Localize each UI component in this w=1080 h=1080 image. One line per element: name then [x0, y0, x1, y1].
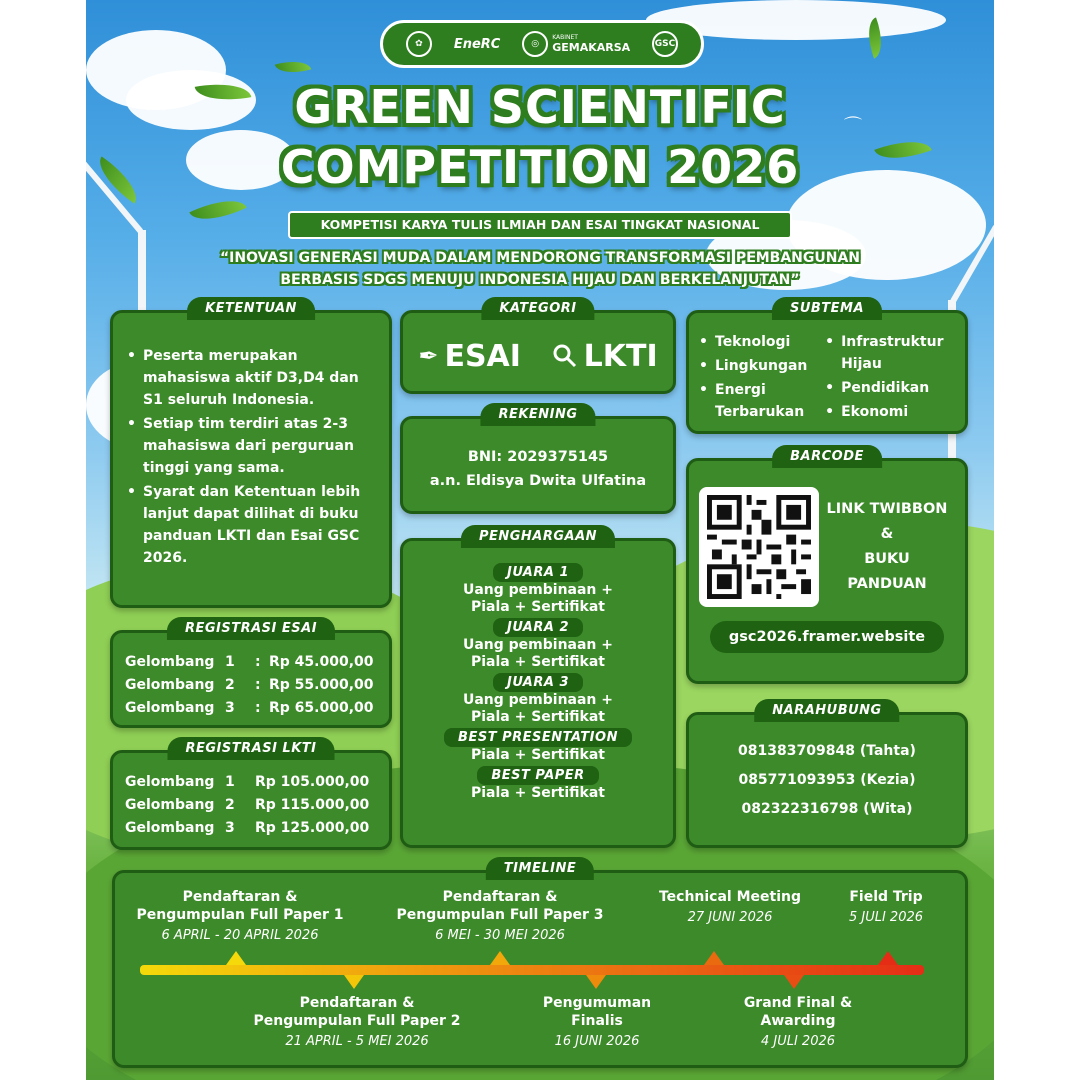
award-label: JUARA 1 [493, 563, 583, 582]
subtema-item: • Ekonomi [821, 401, 959, 423]
contact-row: 085771093953 (Kezia) [738, 772, 916, 788]
ketentuan-item: • Peserta merupakan mahasiswa aktif D3,D4 dan S1 seluruh Indonesia. [123, 345, 379, 411]
timeline-marker [784, 975, 804, 989]
kabinet-gemakarsa-logo: ◎ KABINET GEMAKARSA [522, 31, 630, 57]
registration-row: Gelombang 2 Rp 115.000,00 [125, 797, 370, 813]
timeline-title: TIMELINE [486, 857, 594, 880]
ketentuan-item: • Syarat dan Ketentuan lebih lanjut dapat dilihat di buku panduan LKTI dan Esai GSC 2026. [123, 481, 379, 569]
ketentuan-title: KETENTUAN [187, 297, 315, 320]
timeline-event: Field Trip 5 JULI 2026 [848, 889, 924, 925]
kategori-lkti [552, 339, 658, 374]
subtema-item: • Lingkungan [695, 355, 821, 377]
subtitle: KOMPETISI KARYA TULIS ILMIAH DAN ESAI TINGKAT NASIONAL [288, 211, 792, 239]
leaf-icon [189, 190, 246, 231]
barcode-link-label: LINK TWIBBON [826, 501, 948, 517]
timeline-marker [226, 951, 246, 965]
registration-row: Gelombang 2 : Rp 55.000,00 [125, 677, 374, 693]
page-title-line2: COMPETITION 2026 [280, 140, 800, 194]
registration-row: Gelombang 3 : Rp 65.000,00 [125, 700, 374, 716]
award-label: BEST PAPER [477, 766, 598, 785]
kategori-lkti-label: LKTI [583, 338, 658, 374]
narahubung-title: NARAHUBUNG [754, 699, 899, 722]
timeline-marker [704, 951, 724, 965]
bank-account: BNI: 2029375145 [467, 449, 609, 465]
account-holder: a.n. Eldisya Dwita Ulfatina [429, 473, 647, 489]
timeline-marker [878, 951, 898, 965]
subtema-panel [686, 301, 968, 434]
timeline-event: Pendaftaran & Pengumpulan Full Paper 1 6 APRIL - 20 APRIL 2026 [136, 889, 344, 943]
timeline-marker [586, 975, 606, 989]
qr-code[interactable] [699, 487, 819, 607]
contact-row: 081383709848 (Tahta) [738, 743, 916, 759]
barcode-panel [686, 449, 968, 684]
award-prize: Piala + Sertifikat [470, 747, 606, 763]
registration-row: Gelombang 3 Rp 125.000,00 [125, 820, 370, 836]
barcode-link-label3: PANDUAN [847, 576, 927, 592]
barcode-link-label2: BUKU [864, 551, 910, 567]
bird-icon: ⌒ [844, 116, 862, 137]
timeline-event: Pendaftaran & Pengumpulan Full Paper 2 21 APRIL - 5 MEI 2026 [253, 995, 461, 1049]
kategori-panel [400, 301, 676, 394]
penghargaan-title: PENGHARGAAN [461, 525, 615, 548]
timeline-event: Pendaftaran & Pengumpulan Full Paper 3 6 MEI - 30 MEI 2026 [396, 889, 604, 943]
ketentuan-item: • Setiap tim terdiri atas 2-3 mahasiswa dari perguruan tinggi yang sama. [123, 413, 379, 479]
award-prize: Uang pembinaan + [462, 582, 614, 598]
timeline-event: Pengumuman Finalis 16 JUNI 2026 [542, 995, 652, 1049]
website-link[interactable]: gsc2026.framer.website [710, 621, 944, 653]
award-label: JUARA 3 [493, 673, 583, 692]
contact-row: 082322316798 (Wita) [741, 801, 913, 817]
timeline-event: Grand Final & Awarding 4 JULI 2026 [743, 995, 853, 1049]
barcode-title: BARCODE [772, 445, 882, 468]
gsc-logo: GSC [652, 31, 678, 57]
registrasi-lkti-panel [110, 741, 392, 850]
subtema-item: • Infrastruktur Hijau [821, 331, 959, 375]
subtema-item: • Pendidikan [821, 377, 959, 399]
registration-row: Gelombang 1 Rp 105.000,00 [125, 774, 370, 790]
kategori-title: KATEGORI [481, 297, 594, 320]
award-prize: Piala + Sertifikat [470, 709, 606, 725]
registrasi-lkti-title: REGISTRASI LKTI [168, 737, 335, 760]
penghargaan-panel [400, 529, 676, 848]
ketentuan-panel [110, 301, 392, 608]
award-prize: Uang pembinaan + [462, 637, 614, 653]
rekening-panel [400, 407, 676, 514]
leaf-icon [275, 56, 311, 78]
qr-code-icon [707, 495, 811, 599]
rekening-title: REKENING [480, 403, 595, 426]
registrasi-esai-panel [110, 621, 392, 728]
magnifier-icon [552, 343, 578, 369]
award-prize: Piala + Sertifikat [470, 599, 606, 615]
theme-quote-line2: BERBASIS SDGS MENUJU INDONESIA HIJAU DAN BERKELANJUTAN” [280, 272, 800, 288]
registration-row: Gelombang 1 : Rp 45.000,00 [125, 654, 374, 670]
subtema-item: • Energi Terbarukan [695, 379, 821, 423]
kategori-esai [418, 339, 521, 374]
timeline-marker [344, 975, 364, 989]
subtema-title: SUBTEMA [772, 297, 882, 320]
pen-nib-icon: ✒ [418, 342, 439, 370]
registrasi-esai-title: REGISTRASI ESAI [167, 617, 335, 640]
award-prize: Piala + Sertifikat [470, 785, 606, 801]
award-label: BEST PRESENTATION [444, 728, 632, 747]
award-prize: Uang pembinaan + [462, 692, 614, 708]
subtema-item: • Teknologi [695, 331, 821, 353]
kategori-esai-label: ESAI [444, 338, 521, 374]
university-emblem-icon: ✿ [406, 31, 432, 57]
enerc-logo: EneRC [453, 36, 501, 52]
award-label: JUARA 2 [493, 618, 583, 637]
timeline-bar [140, 965, 924, 975]
narahubung-panel [686, 703, 968, 848]
page-title-line1: GREEN SCIENTIFIC [294, 80, 786, 134]
timeline-marker [490, 951, 510, 965]
theme-quote-line1: “INOVASI GENERASI MUDA DALAM MENDORONG TRANSFORMASI PEMBANGUNAN [219, 250, 861, 266]
barcode-link-amp: & [880, 526, 894, 542]
logo-bar [380, 20, 704, 68]
award-prize: Piala + Sertifikat [470, 654, 606, 670]
timeline-event: Technical Meeting 27 JUNI 2026 [658, 889, 802, 925]
